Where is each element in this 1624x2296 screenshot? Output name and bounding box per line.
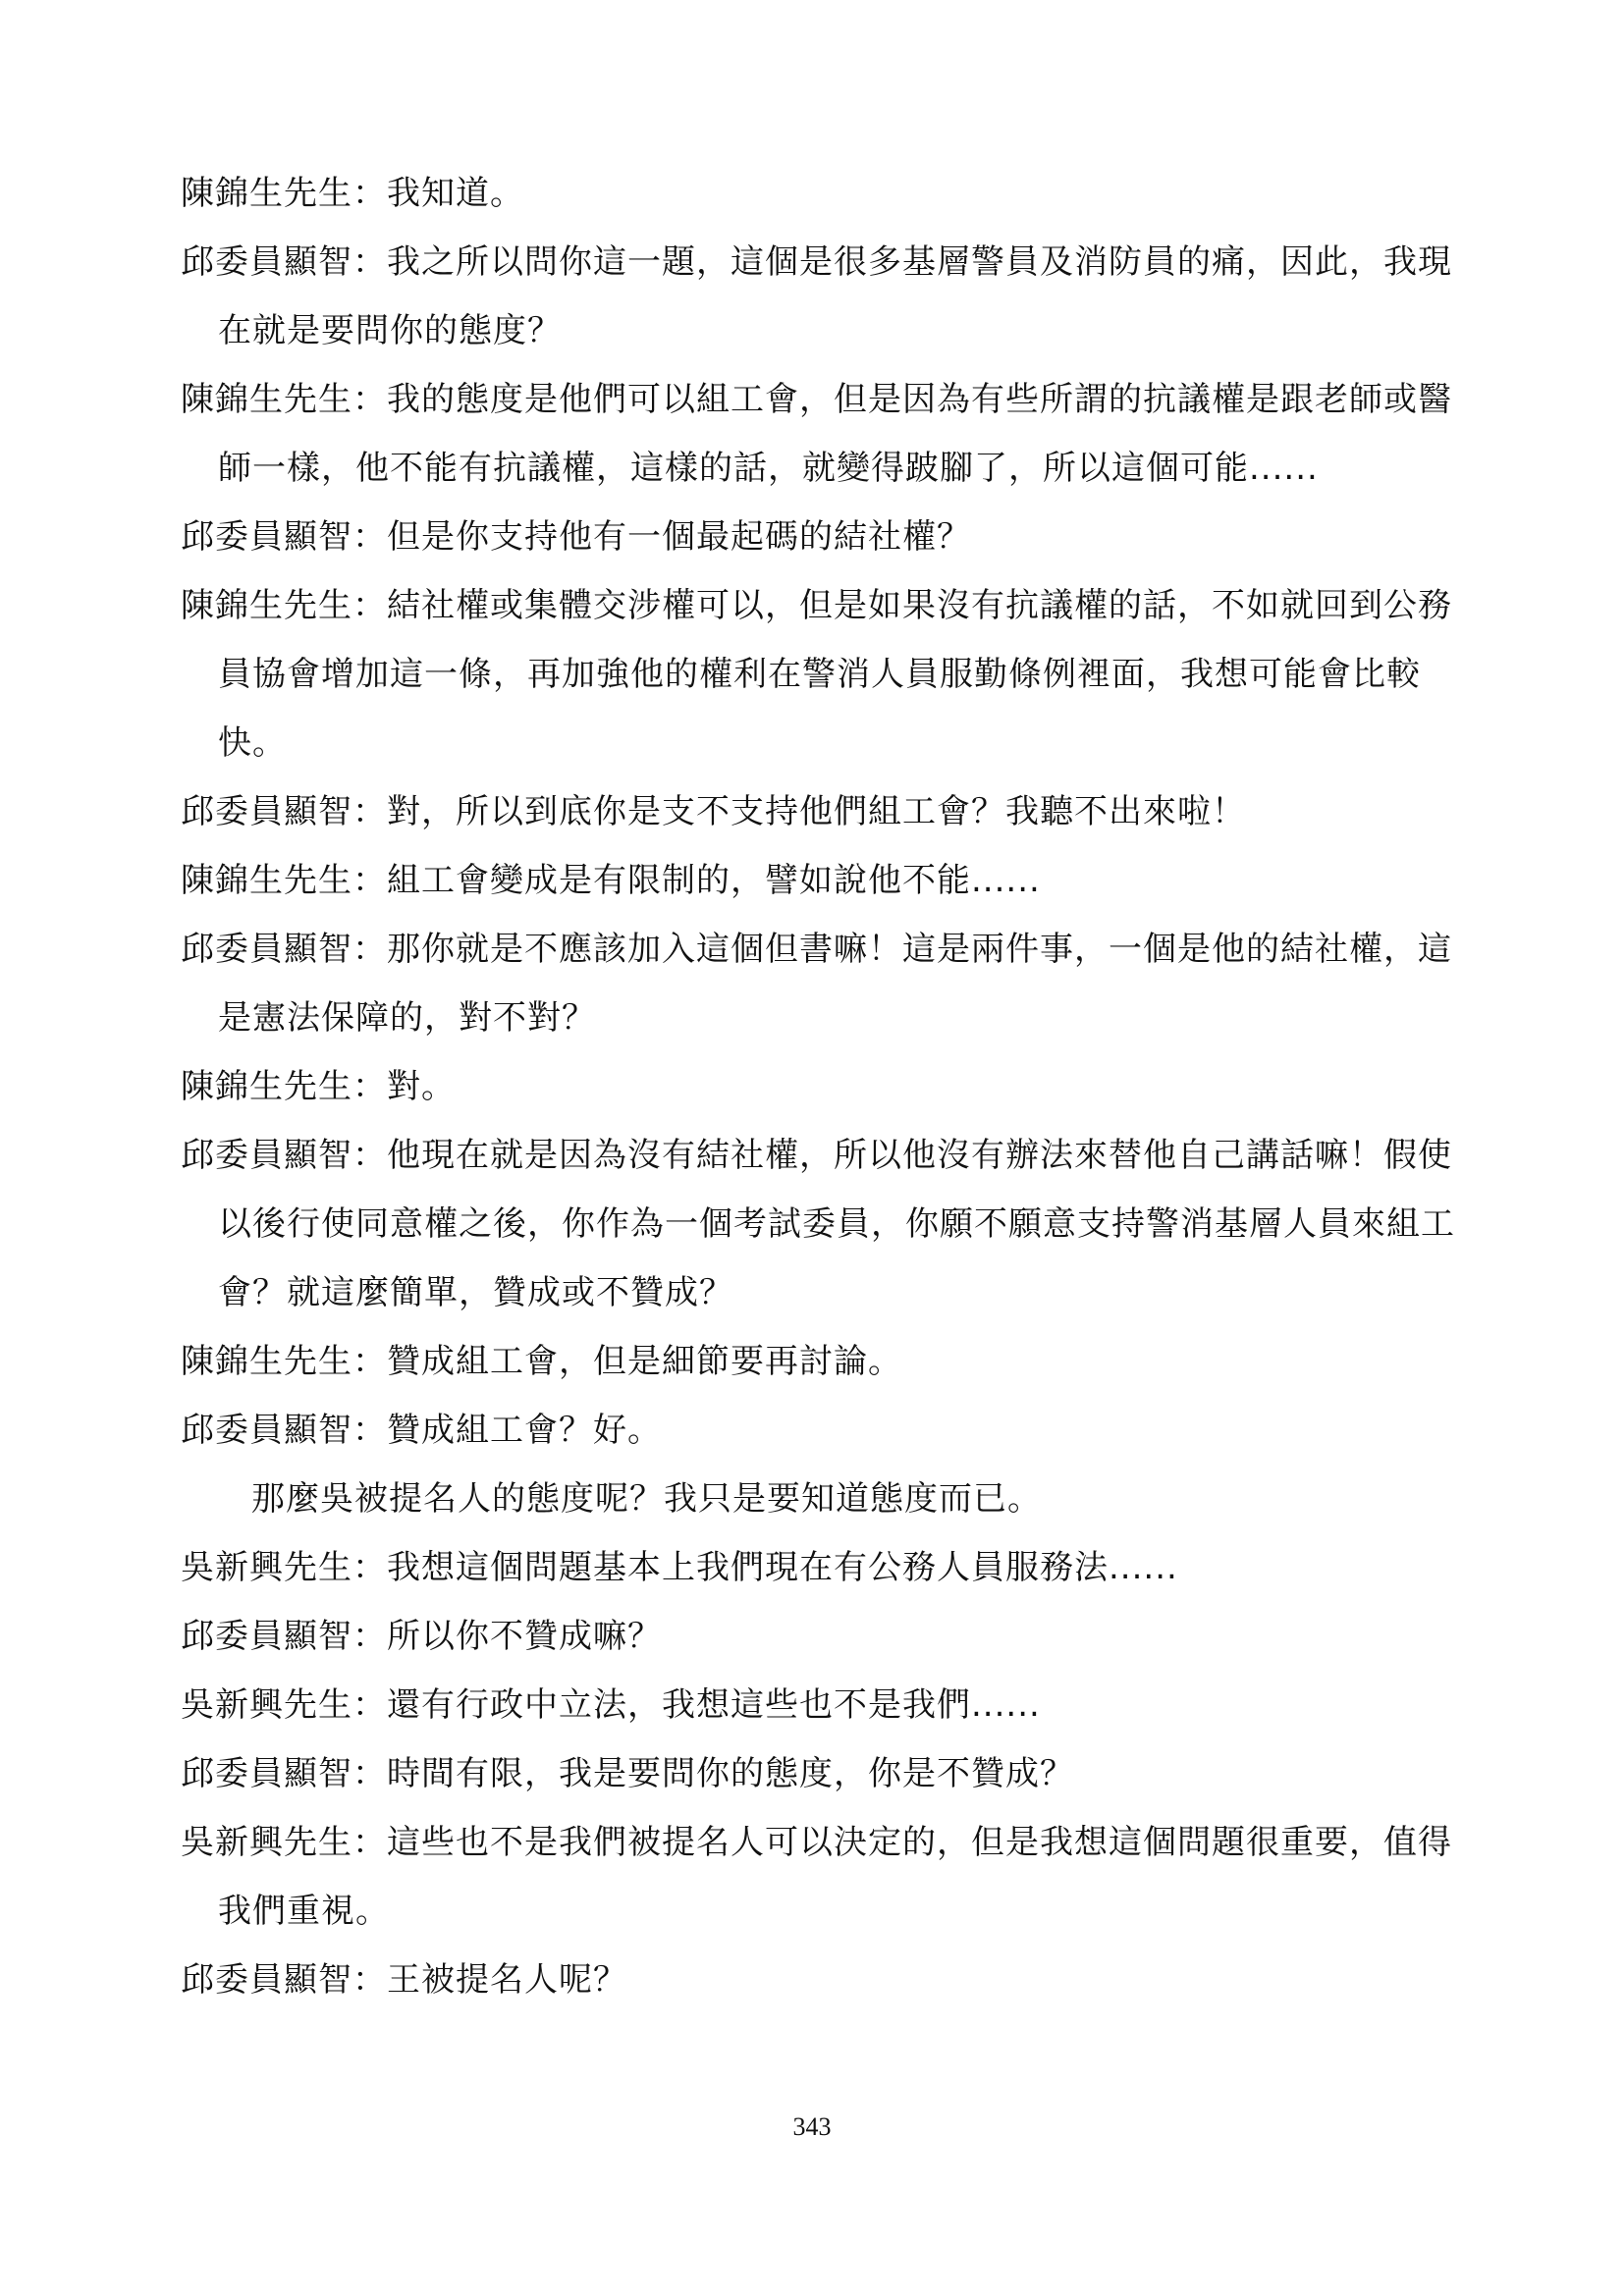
- transcript-paragraph-1: 陳錦生先生：我知道。: [181, 174, 524, 213]
- transcript-paragraph-3: 陳錦生先生：我的態度是他們可以組工會，但是因為有些所謂的抗議權是跟老師或醫師一樣，他不能有抗議權，這樣的話，就變得跛腳了，所以這個可能......: [181, 380, 1452, 488]
- transcript-paragraph-5: 陳錦生先生：結社權或集體交涉權可以，但是如果沒有抗議權的話，不如就回到公務員協會增加這一條，再加強他的權利在警消人員服勤條例裡面，我想可能會比較快。: [181, 586, 1452, 763]
- transcript-paragraph-14: 吳新興先生：我想這個問題基本上我們現在有公務人員服務法......: [181, 1548, 1178, 1587]
- transcript-body: [181, 159, 1467, 2014]
- transcript-paragraph-18: 吳新興先生：這些也不是我們被提名人可以決定的，但是我想這個問題很重要，值得我們重視。: [181, 1823, 1452, 1931]
- transcript-paragraph-7: 陳錦生先生：組工會變成是有限制的，譬如說他不能......: [181, 861, 1041, 900]
- transcript-paragraph-2: 邱委員顯智：我之所以問你這一題，這個是很多基層警員及消防員的痛，因此，我現在就是要問你的態度？: [181, 242, 1452, 350]
- transcript-paragraph-6: 邱委員顯智：對，所以到底你是支不支持他們組工會？我聽不出來啦！: [181, 792, 1246, 831]
- transcript-paragraph-16: 吳新興先生：還有行政中立法，我想這些也不是我們......: [181, 1685, 1041, 1725]
- transcript-paragraph-19: 邱委員顯智：王被提名人呢？: [181, 1960, 627, 2000]
- transcript-paragraph-8: 邱委員顯智：那你就是不應該加入這個但書嘛！這是兩件事，一個是他的結社權，這是憲法保障的，對不對？: [181, 930, 1452, 1038]
- transcript-paragraph-15: 邱委員顯智：所以你不贊成嘛？: [181, 1617, 662, 1656]
- transcript-paragraph-4: 邱委員顯智：但是你支持他有一個最起碼的結社權？: [181, 517, 971, 557]
- transcript-paragraph-10: 邱委員顯智：他現在就是因為沒有結社權，所以他沒有辦法來替他自己講話嘛！假使以後行使同意權之後，你作為一個考試委員，你願不願意支持警消基層人員來組工會？就這麼簡單，贊成或不贊成？: [181, 1136, 1455, 1312]
- transcript-paragraph-9: 陳錦生先生：對。: [181, 1067, 456, 1106]
- transcript-paragraph-12: 邱委員顯智：贊成組工會？好。: [181, 1411, 662, 1450]
- transcript-paragraph-17: 邱委員顯智：時間有限，我是要問你的態度，你是不贊成？: [181, 1754, 1074, 1793]
- page-number: 343: [792, 2112, 832, 2141]
- transcript-paragraph-13: 那麼吳被提名人的態度呢？我只是要知道態度而已。: [251, 1479, 1042, 1519]
- transcript-paragraph-11: 陳錦生先生：贊成組工會，但是細節要再討論。: [181, 1342, 902, 1381]
